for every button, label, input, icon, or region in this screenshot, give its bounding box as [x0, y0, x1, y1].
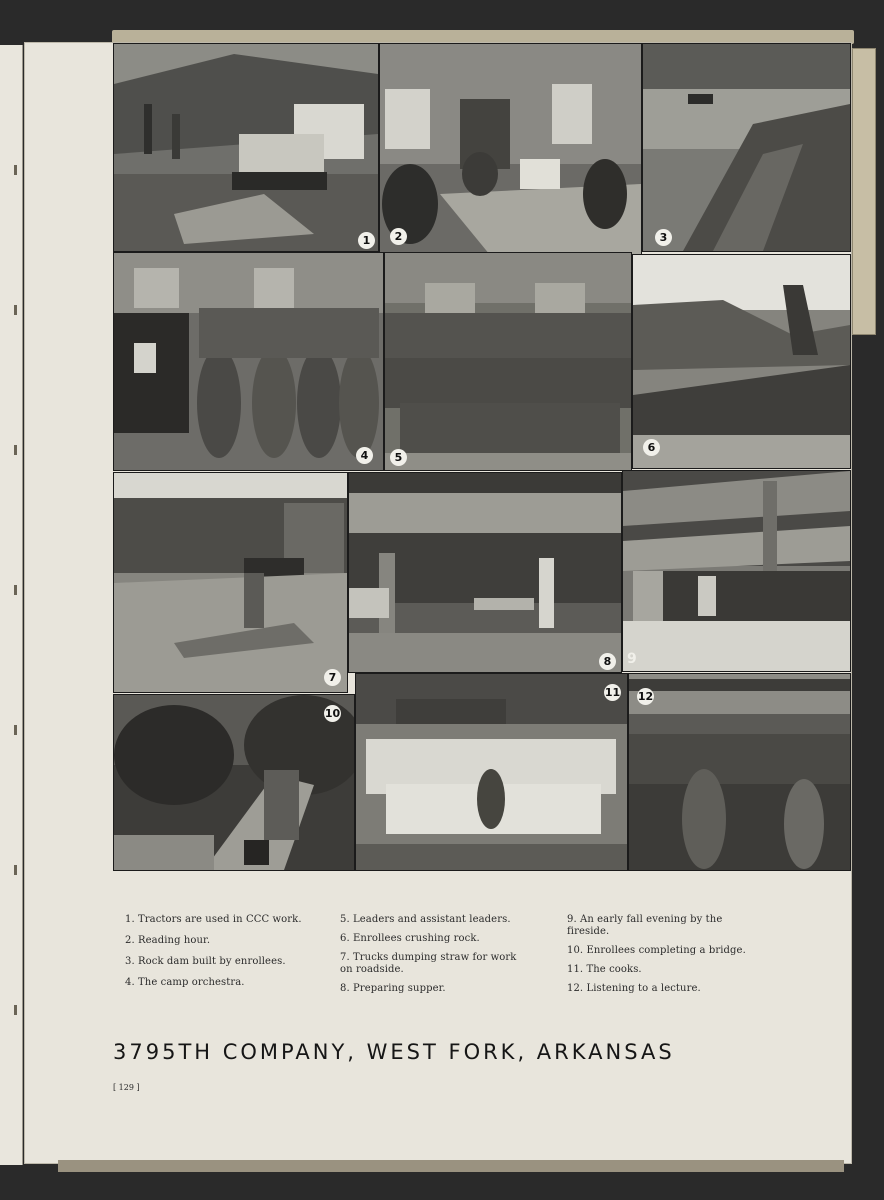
- photo-number-badge: 7: [324, 669, 341, 686]
- photo-fireside: [622, 470, 851, 672]
- photo-reading-hour: [379, 43, 642, 256]
- caption-column-1: [125, 914, 315, 998]
- photo-number-badge: 8: [599, 653, 616, 670]
- page-bottom-edge: [58, 1160, 844, 1172]
- photo-bridge: [113, 694, 355, 871]
- caption-column-2: [340, 914, 525, 1002]
- photo-number-badge: 3: [655, 229, 672, 246]
- caption: 2. Reading hour.: [125, 935, 211, 946]
- binding-stitch: [14, 445, 17, 455]
- binding-stitch: [14, 305, 17, 315]
- binding-stitch: [14, 725, 17, 735]
- page-number: [ 129 ]: [113, 1083, 140, 1092]
- caption: 1. Tractors are used in CCC work.: [125, 914, 302, 925]
- photo-leaders: [384, 252, 632, 471]
- photo-number-badge: 2: [390, 228, 407, 245]
- caption: 9. An early fall evening by the fireside.: [567, 914, 723, 937]
- binding-stitch: [14, 165, 17, 175]
- photo-tractors: [113, 43, 379, 252]
- photo-number-badge: 12: [637, 690, 654, 703]
- caption: 5. Leaders and assistant leaders.: [340, 914, 511, 925]
- photo-camp-orchestra: [113, 252, 384, 471]
- photo-lecture: [628, 673, 851, 871]
- photo-number-label: 9: [627, 651, 637, 667]
- photo-number-badge: 1: [358, 232, 375, 249]
- caption: 10. Enrollees completing a bridge.: [567, 945, 746, 956]
- caption-column-3: [567, 914, 757, 1002]
- caption: 4. The camp orchestra.: [125, 977, 245, 988]
- photo-rock-dam: [642, 43, 851, 252]
- page-heading: 3795TH COMPANY, WEST FORK, ARKANSAS: [113, 1040, 675, 1064]
- facing-page-edge: [0, 45, 23, 1165]
- page-tab: [852, 48, 876, 335]
- photo-number-badge: 10: [324, 707, 341, 720]
- caption: 6. Enrollees crushing rock.: [340, 933, 480, 944]
- photo-crushing-rock: [632, 254, 851, 469]
- caption: 11. The cooks.: [567, 964, 642, 975]
- binding-stitch: [14, 865, 17, 875]
- caption: 12. Listening to a lecture.: [567, 983, 701, 994]
- photo-preparing-supper: [348, 472, 622, 673]
- photo-number-badge: 4: [356, 447, 373, 464]
- photo-cooks: [355, 673, 628, 871]
- caption: 7. Trucks dumping straw for work on roadside.: [340, 952, 517, 975]
- binding-stitch: [14, 585, 17, 595]
- photo-trucks-straw: [113, 472, 348, 693]
- caption: 3. Rock dam built by enrollees.: [125, 956, 286, 967]
- binding-stitch: [14, 1005, 17, 1015]
- photo-number-badge: 11: [604, 686, 621, 699]
- photo-number-badge: 6: [643, 439, 660, 456]
- photo-number-badge: 5: [390, 449, 407, 466]
- caption: 8. Preparing supper.: [340, 983, 446, 994]
